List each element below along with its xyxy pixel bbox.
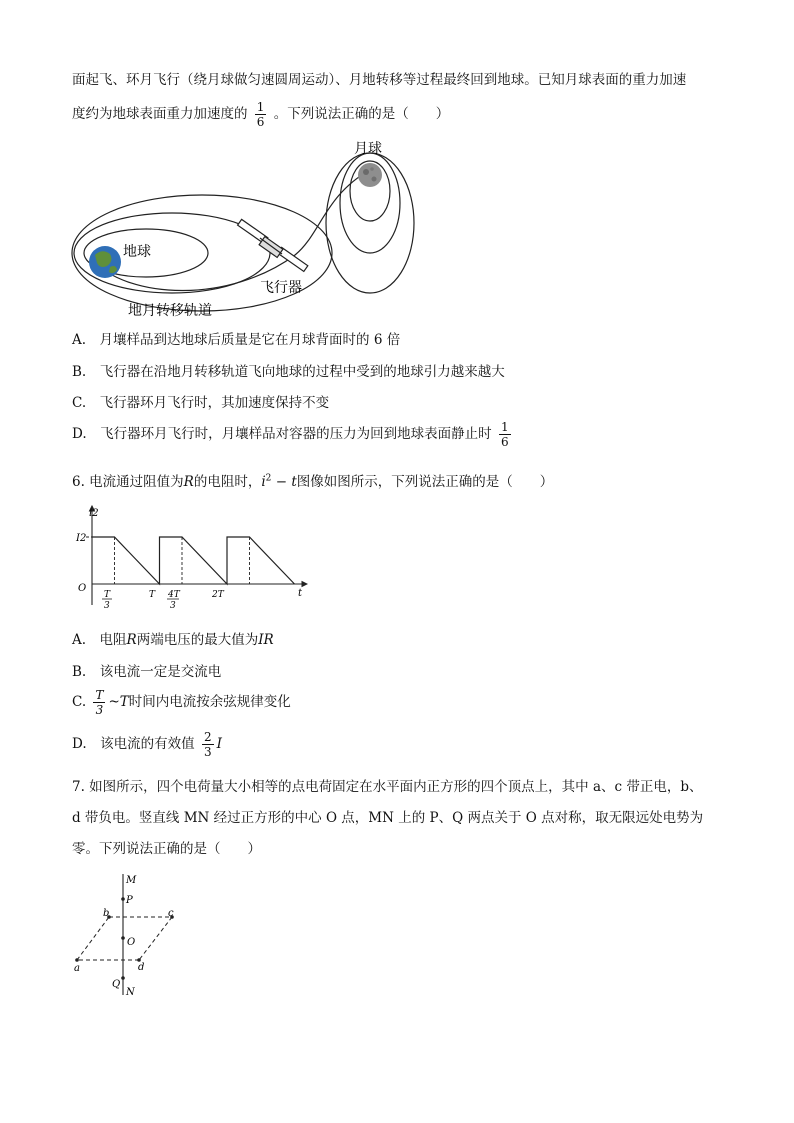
- q6-option-a-r: R: [126, 632, 137, 648]
- q6-option-c-fraction: [93, 688, 105, 717]
- earth-moon-orbit-figure: [70, 135, 430, 320]
- label-n: N: [126, 987, 135, 998]
- q7-stem-line3: 零。下列说法正确的是（ ）: [72, 841, 261, 857]
- q5-option-d-text: D. 飞行器环月飞行时，月壤样品对容器的压力为回到地球表面静止时: [72, 426, 492, 442]
- label-q: Q: [112, 979, 121, 990]
- q6-option-c-tilde: ~: [108, 694, 120, 710]
- label-c: c: [168, 908, 174, 919]
- charge-a: [75, 958, 79, 962]
- transfer-orbit-label: 地月转移轨道: [128, 303, 212, 319]
- q6-stem-r: R: [183, 474, 194, 490]
- q5-option-b[interactable]: B. 飞行器在沿地月转移轨道飞向地球的过程中受到的地球引力越来越大: [72, 364, 505, 380]
- q6-option-d-num: 2: [203, 730, 212, 744]
- q6-option-a[interactable]: [72, 628, 274, 648]
- label-o: O: [127, 937, 136, 948]
- label-d: d: [138, 962, 145, 973]
- point-o: [121, 936, 125, 940]
- tick-2t: 2T: [212, 590, 224, 600]
- q6-option-c[interactable]: [72, 688, 291, 717]
- q6-option-c-label: C.: [72, 694, 87, 710]
- q5-option-c[interactable]: C. 飞行器环月飞行时，其加速度保持不变: [72, 395, 330, 411]
- q7-stem-line1: 7. 如图所示，四个电荷量大小相等的点电荷固定在水平面内正方形的四个顶点上，其中 a、c 带正电，b、: [72, 779, 703, 795]
- i2-t-graph: [72, 500, 317, 615]
- tick-t3-num: T: [104, 590, 111, 600]
- q5-stem-tail: 。下列说法正确的是（ ）: [273, 106, 450, 122]
- q5-option-d[interactable]: [72, 420, 514, 449]
- label-b: b: [103, 908, 110, 919]
- spacecraft-icon: [238, 219, 308, 271]
- square-edge-ab: [77, 917, 109, 960]
- q5-stem-text: 度约为地球表面重力加速度的: [72, 106, 248, 122]
- q5-option-d-num: 1: [500, 420, 509, 434]
- q6-option-c-num: T: [95, 688, 104, 702]
- label-p: P: [126, 895, 133, 906]
- q5-option-a[interactable]: A. 月壤样品到达地球后质量是它在月球背面时的 6 倍: [72, 332, 401, 348]
- q6-option-c-den: 3: [95, 703, 104, 717]
- y-axis-label: i2: [89, 508, 99, 519]
- q6-stem: [72, 470, 553, 490]
- origin-label: O: [78, 583, 87, 594]
- label-a: a: [74, 963, 80, 974]
- transfer-orbit-path: [92, 170, 370, 291]
- earth-label: 地球: [123, 244, 151, 260]
- q6-option-b[interactable]: B. 该电流一定是交流电: [72, 664, 222, 680]
- y-level-label: I2: [76, 533, 87, 544]
- q5-stem-line1: 面起飞、环月飞行（绕月球做匀速圆周运动）、月地转移等过程最终回到地球。已知月球表面的重力加速: [72, 72, 687, 88]
- q6-option-d-i: I: [216, 736, 222, 752]
- label-m: M: [126, 875, 137, 886]
- plot-marks: [86, 537, 295, 584]
- q6-option-a-ir: IR: [258, 632, 274, 648]
- q6-stem-mid: 的电阻时，: [193, 474, 262, 490]
- i2-series-line: [92, 537, 295, 584]
- q6-option-c-t: T: [119, 694, 129, 710]
- q6-stem-i: i: [261, 474, 266, 490]
- q6-stem-t: t: [291, 474, 297, 490]
- square-edge-cd: [139, 917, 172, 960]
- q6-option-a-mid: 两端电压的最大值为: [136, 632, 259, 648]
- q6-option-d-text: D. 该电流的有效值: [72, 736, 195, 752]
- q6-option-a-text: A. 电阻: [72, 632, 127, 648]
- q5-fraction-num: 1: [256, 100, 265, 114]
- tick-t3-den: 3: [104, 601, 110, 611]
- point-q: [121, 976, 125, 980]
- tick-4t3-den: 3: [170, 601, 176, 611]
- x-axis-label: t: [298, 588, 303, 599]
- q6-stem-tail: 图像如图所示，下列说法正确的是（ ）: [296, 474, 554, 490]
- charge-square-figure: [72, 870, 192, 1000]
- q5-stem-line2: [72, 100, 449, 129]
- q6-option-c-text: 时间内电流按余弦规律变化: [128, 694, 291, 710]
- tick-4t3-num: 4T: [168, 590, 180, 600]
- moon-icon: [358, 163, 382, 187]
- q6-stem-text: 6. 电流通过阻值为: [72, 474, 184, 490]
- tick-t: T: [149, 590, 156, 600]
- q5-option-d-fraction: [499, 420, 511, 449]
- q5-fraction-den: 6: [256, 115, 265, 129]
- moon-label: 月球: [354, 141, 382, 157]
- q5-option-d-den: 6: [500, 435, 509, 449]
- q6-option-d-den: 3: [203, 745, 212, 759]
- point-p: [121, 897, 125, 901]
- spacecraft-label: 飞行器: [260, 280, 302, 296]
- q5-fraction: [255, 100, 267, 129]
- q6-stem-sup: 2: [265, 473, 272, 484]
- q6-option-d[interactable]: [72, 730, 222, 759]
- q6-stem-dash: −: [271, 474, 292, 490]
- q6-option-d-fraction: [202, 730, 214, 759]
- q7-stem-line2: d 带负电。竖直线 MN 经过正方形的中心 O 点，MN 上的 P、Q 两点关于 O 点对称，取无限远处电势为: [72, 810, 704, 826]
